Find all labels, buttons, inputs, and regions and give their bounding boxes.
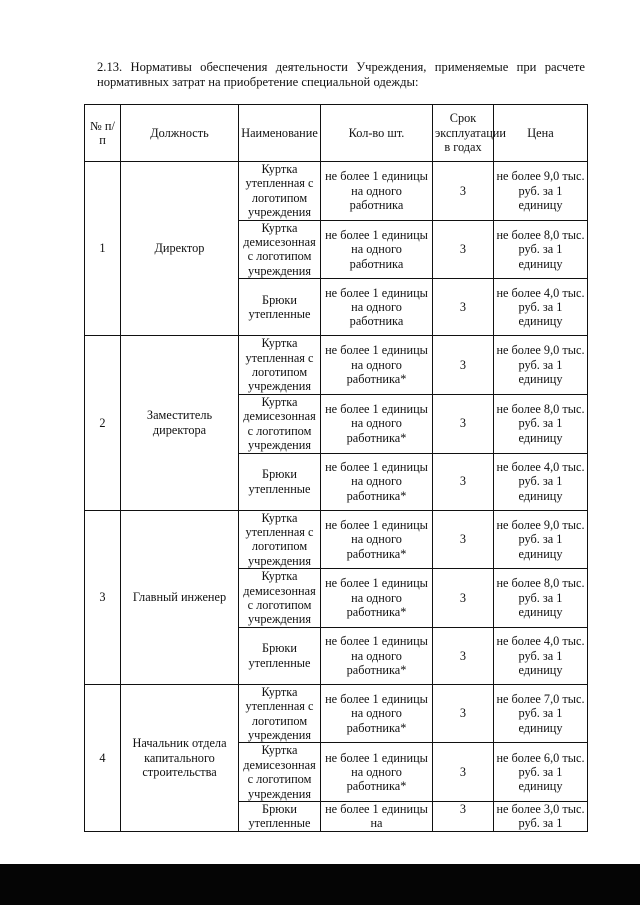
cell-price: не более 4,0 тыс. руб. за 1 единицу [494, 627, 588, 684]
cell-qty: не более 1 единицы на одного работника* [321, 453, 433, 510]
cell-term: 3 [433, 510, 494, 569]
cell-item-name: Куртка утепленная с логотипом учреждения [239, 684, 321, 743]
scan-edge-bar [0, 864, 640, 905]
cell-qty: не более 1 единицы на одного работника* [321, 510, 433, 569]
cell-qty: не более 1 единицы на одного работника* [321, 684, 433, 743]
cell-qty: не более 1 единицы на [321, 802, 433, 832]
cell-term: 3 [433, 802, 494, 832]
cell-qty: не более 1 единицы на одного работника* [321, 627, 433, 684]
cell-position: Начальник отдела капитального строительства [121, 684, 239, 831]
cell-price: не более 9,0 тыс. руб. за 1 единицу [494, 510, 588, 569]
cell-qty: не более 1 единицы на одного работника* [321, 336, 433, 395]
col-header-qty: Кол-во шт. [321, 105, 433, 162]
cell-item-name: Куртка утепленная с логотипом учреждения [239, 510, 321, 569]
cell-position: Заместитель директора [121, 336, 239, 510]
header-row [85, 105, 588, 162]
clothing-norms-table [84, 104, 588, 832]
cell-term: 3 [433, 743, 494, 802]
col-header-term: Срок эксплуатации в годах [433, 105, 494, 162]
cell-item-name: Брюки утепленные [239, 802, 321, 832]
cell-term: 3 [433, 394, 494, 453]
cell-term: 3 [433, 336, 494, 395]
cell-price: не более 4,0 тыс. руб. за 1 единицу [494, 279, 588, 336]
table-row [85, 510, 588, 569]
cell-price: не более 8,0 тыс. руб. за 1 единицу [494, 220, 588, 279]
cell-price: не более 6,0 тыс. руб. за 1 единицу [494, 743, 588, 802]
col-header-position: Должность [121, 105, 239, 162]
cell-item-name: Куртка демисезонная с логотипом учреждения [239, 394, 321, 453]
cell-position: Главный инженер [121, 510, 239, 684]
cell-qty: не более 1 единицы на одного работника* [321, 569, 433, 628]
cell-item-name: Куртка демисезонная с логотипом учреждения [239, 220, 321, 279]
cell-price: не более 9,0 тыс. руб. за 1 единицу [494, 162, 588, 221]
cell-price: не более 3,0 тыс. руб. за 1 [494, 802, 588, 832]
table-row [85, 684, 588, 743]
cell-price: не более 4,0 тыс. руб. за 1 единицу [494, 453, 588, 510]
cell-price: не более 8,0 тыс. руб. за 1 единицу [494, 394, 588, 453]
cell-item-name: Куртка утепленная с логотипом учреждения [239, 162, 321, 221]
cell-position: Директор [121, 162, 239, 336]
cell-item-name: Брюки утепленные [239, 627, 321, 684]
cell-item-name: Куртка утепленная с логотипом учреждения [239, 336, 321, 395]
cell-item-name: Брюки утепленные [239, 453, 321, 510]
table-row [85, 336, 588, 395]
cell-item-name: Куртка демисезонная с логотипом учреждения [239, 569, 321, 628]
cell-qty: не более 1 единицы на одного работника* [321, 743, 433, 802]
cell-price: не более 7,0 тыс. руб. за 1 единицу [494, 684, 588, 743]
cell-term: 3 [433, 684, 494, 743]
cell-qty: не более 1 единицы на одного работника [321, 162, 433, 221]
cell-term: 3 [433, 453, 494, 510]
col-header-name: Наименование [239, 105, 321, 162]
cell-qty: не более 1 единицы на одного работника [321, 220, 433, 279]
cell-qty: не более 1 единицы на одного работника [321, 279, 433, 336]
table-row [85, 162, 588, 221]
cell-price: не более 8,0 тыс. руб. за 1 единицу [494, 569, 588, 628]
cell-term: 3 [433, 569, 494, 628]
cell-term: 3 [433, 627, 494, 684]
cell-term: 3 [433, 279, 494, 336]
cell-qty: не более 1 единицы на одного работника* [321, 394, 433, 453]
cell-num: 1 [85, 162, 121, 336]
cell-num: 3 [85, 510, 121, 684]
cell-term: 3 [433, 162, 494, 221]
cell-num: 4 [85, 684, 121, 831]
section-heading: 2.13. Нормативы обеспечения деятельности Учреждения, применяемые при расчете нормативных затрат на приобретение специальной одежды: [97, 60, 585, 89]
col-header-price: Цена [494, 105, 588, 162]
cell-num: 2 [85, 336, 121, 510]
cell-item-name: Брюки утепленные [239, 279, 321, 336]
cell-price: не более 9,0 тыс. руб. за 1 единицу [494, 336, 588, 395]
cell-term: 3 [433, 220, 494, 279]
col-header-num: № п/п [85, 105, 121, 162]
cell-item-name: Куртка демисезонная с логотипом учреждения [239, 743, 321, 802]
